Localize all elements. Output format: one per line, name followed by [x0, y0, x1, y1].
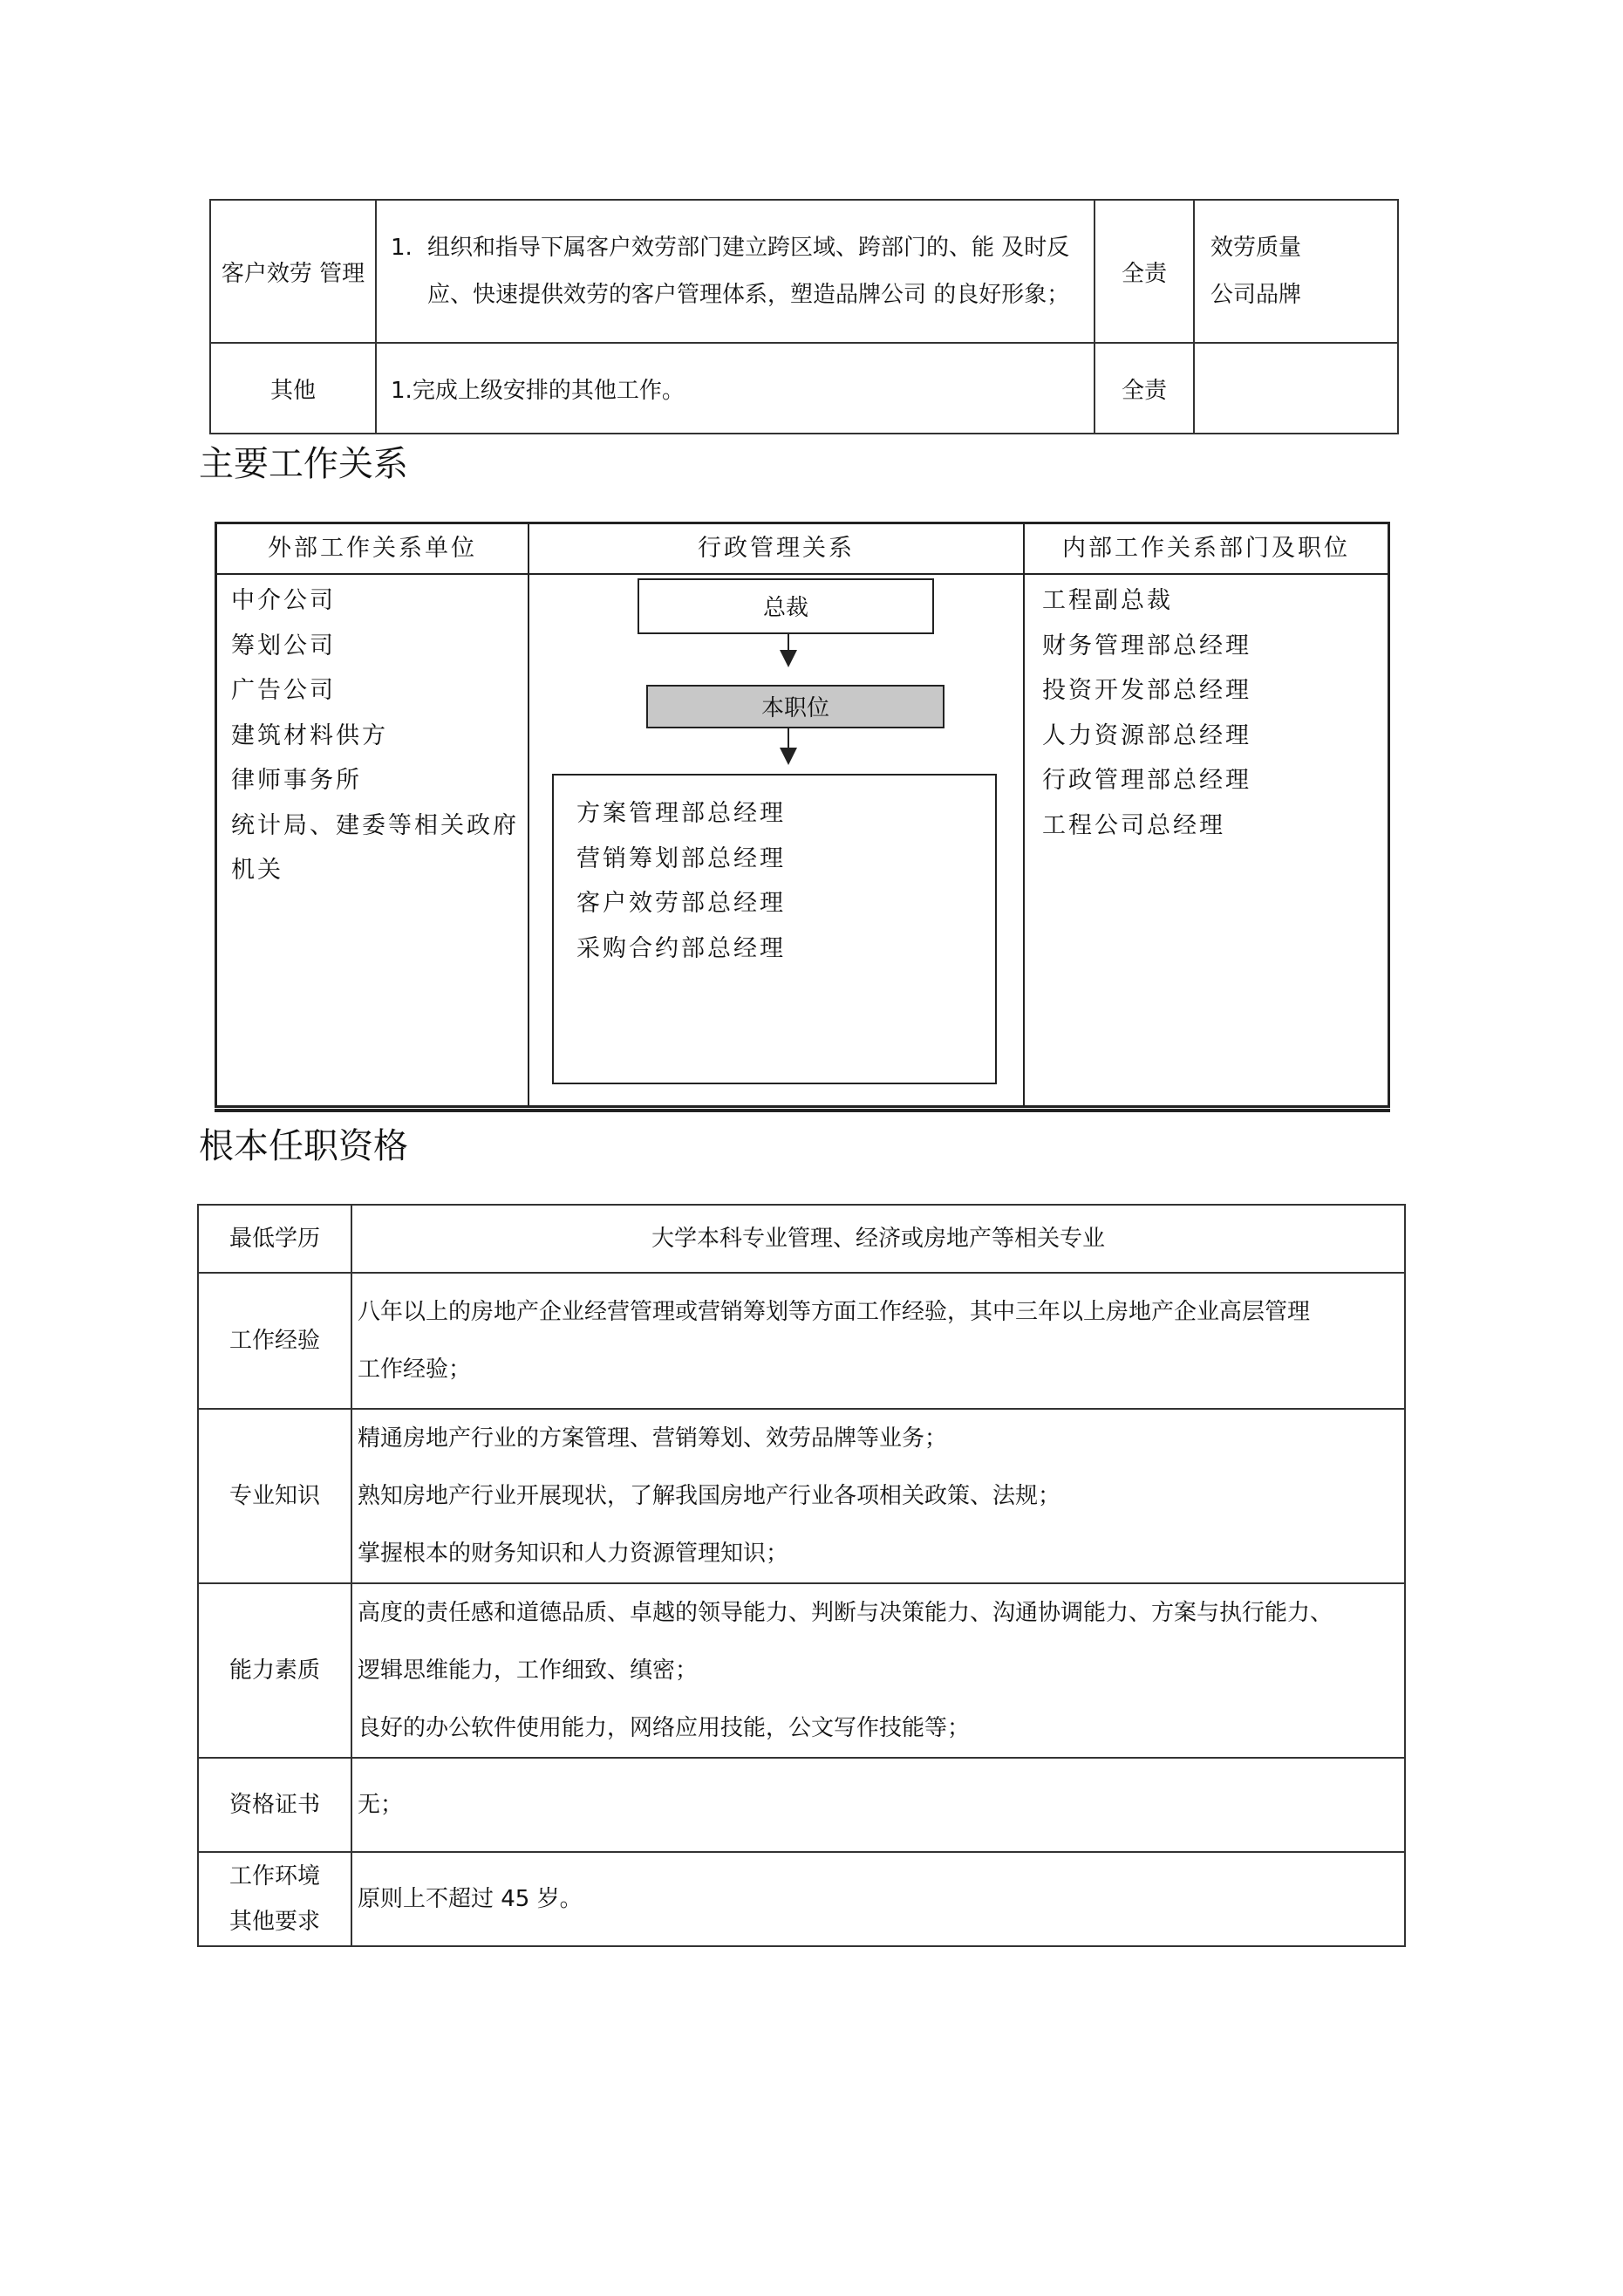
admin-column [529, 524, 1025, 1105]
list-item: 中介公司 [231, 587, 336, 614]
qual-line: 原则上不超过 45 岁。 [358, 1886, 583, 1912]
external-header: 外部工作关系单位 [217, 524, 528, 575]
item-text [391, 224, 1080, 318]
list-item: 工程公司总经理 [1042, 811, 1225, 839]
qual-label-line: 其他要求 [228, 1909, 320, 1935]
internal-list [1042, 582, 1251, 851]
list-item: 统计局、建委等相关政府 [231, 811, 519, 839]
table-row [198, 1273, 1405, 1409]
list-item: 采购合约部总经理 [576, 934, 786, 962]
arrow-line [788, 634, 789, 652]
duty-indicators [1194, 343, 1398, 434]
table-row [198, 1852, 1405, 1946]
qual-value [351, 1758, 1405, 1852]
qual-label-line: 工作环境 [228, 1863, 320, 1889]
duty-table [209, 199, 1399, 434]
arrow-down-icon [780, 748, 797, 765]
org-box-subordinates [552, 774, 997, 1084]
list-item: 营销筹划部总经理 [576, 844, 786, 872]
internal-column [1025, 524, 1388, 1105]
admin-header: 行政管理关系 [529, 524, 1023, 575]
qual-value [351, 1205, 1405, 1273]
duty-item [376, 343, 1095, 434]
qual-line: 无； [358, 1792, 404, 1818]
table-row [198, 1409, 1405, 1583]
qual-label: 资格证书 [198, 1758, 351, 1852]
indicator: 效劳质量 [1210, 235, 1302, 261]
list-item: 建筑材料供方 [231, 721, 388, 749]
list-item: 机关 [231, 857, 283, 884]
duty-category: 其他 [210, 343, 376, 434]
list-item: 财务管理部总经理 [1042, 632, 1251, 659]
list-item: 方案管理部总经理 [576, 800, 786, 827]
section-title-qualifications: 根本任职资格 [199, 1126, 408, 1166]
qual-line: 工作经验； [358, 1356, 472, 1383]
qual-label: 最低学历 [198, 1205, 351, 1273]
qual-line: 掌握根本的财务知识和人力资源管理知识； [358, 1541, 789, 1567]
qual-label: 工作经验 [198, 1273, 351, 1409]
qual-line: 逻辑思维能力，工作细致、缜密； [358, 1657, 699, 1684]
qual-value [351, 1852, 1405, 1946]
qual-label [198, 1852, 351, 1946]
list-item: 人力资源部总经理 [1042, 721, 1251, 749]
list-item: 律师事务所 [231, 767, 362, 794]
qual-label: 能力素质 [198, 1583, 351, 1758]
qual-line: 良好的办公软件使用能力，网络应用技能，公文写作技能等； [358, 1715, 971, 1741]
item-text-content: 组织和指导下属客户效劳部门建立跨区域、跨部门的、能 及时反应、快速提供效劳的客户管理体系，塑造品牌公司 的良好形象； [427, 235, 1070, 308]
org-box-superior: 总裁 [638, 578, 934, 634]
table-row [198, 1583, 1405, 1758]
list-item: 工程副总裁 [1042, 587, 1173, 614]
list-item: 客户效劳部总经理 [576, 890, 786, 917]
list-item: 筹划公司 [231, 632, 336, 659]
qual-line: 大学本科专业管理、经济或房地产等相关专业 [651, 1226, 1105, 1252]
table-row [210, 200, 1398, 343]
external-column [217, 524, 529, 1105]
qual-line: 熟知房地产行业开展现状，了解我国房地产行业各项相关政策、法规； [358, 1483, 1061, 1509]
table-row [198, 1205, 1405, 1273]
table-row [210, 343, 1398, 434]
indicator: 公司品牌 [1210, 282, 1302, 308]
qual-line: 精通房地产行业的方案管理、营销筹划、效劳品牌等业务； [358, 1425, 948, 1452]
qualification-table [197, 1204, 1406, 1947]
qual-line: 高度的责任感和道德品质、卓越的领导能力、判断与决策能力、沟通协调能力、方案与执行能力、 [358, 1600, 1333, 1626]
qual-value [351, 1409, 1405, 1583]
qual-line: 八年以上的房地产企业经营管理或营销筹划等方面工作经验，其中三年以上房地产企业高层管理 [358, 1299, 1311, 1325]
duty-indicators [1194, 200, 1398, 343]
arrow-down-icon [780, 650, 797, 667]
qual-value [351, 1273, 1405, 1409]
duty-category: 客户效劳 管理 [210, 200, 376, 343]
qual-value [351, 1583, 1405, 1758]
section-title-relations: 主要工作关系 [199, 444, 408, 484]
item-number: 1. [391, 235, 413, 261]
list-item: 投资开发部总经理 [1042, 677, 1251, 704]
list-item: 行政管理部总经理 [1042, 767, 1251, 794]
internal-header: 内部工作关系部门及职位 [1025, 524, 1388, 575]
item-text: 完成上级安排的其他工作。 [412, 377, 685, 404]
arrow-line [788, 728, 789, 749]
list-item: 广告公司 [231, 677, 336, 704]
item-number: 1. [391, 377, 413, 404]
duty-item [376, 200, 1095, 343]
duty-responsibility: 全责 [1095, 200, 1194, 343]
table-row [198, 1758, 1405, 1852]
duty-responsibility: 全责 [1095, 343, 1194, 434]
relations-frame [215, 522, 1390, 1108]
external-list [231, 582, 519, 897]
org-box-position: 本职位 [646, 685, 944, 728]
qual-label: 专业知识 [198, 1409, 351, 1583]
frame-bottom-rule [215, 1109, 1390, 1112]
